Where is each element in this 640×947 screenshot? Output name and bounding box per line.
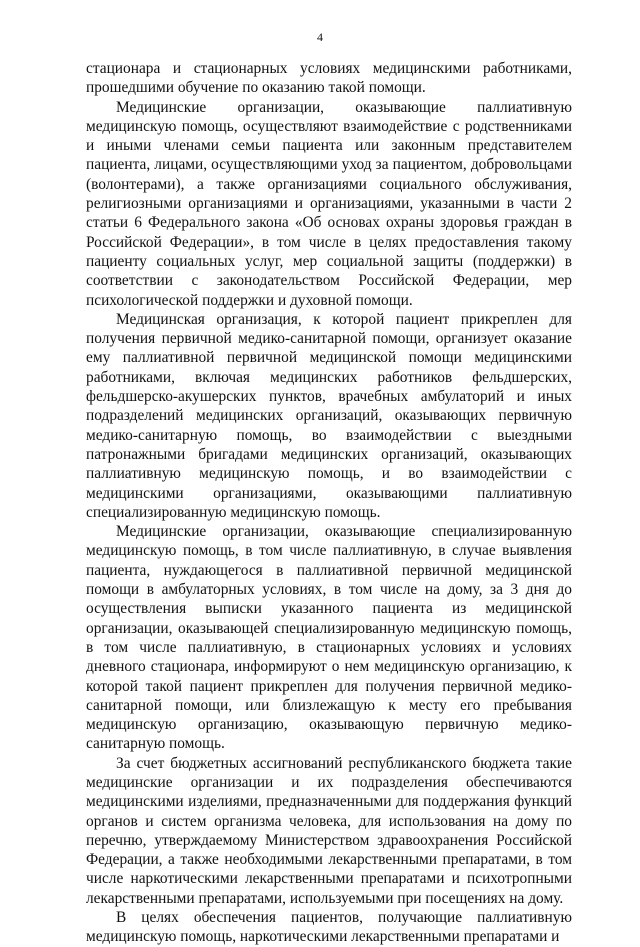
paragraph-narcotic-provision: В целях обеспечения пациентов, получающие паллиативную медицинскую помощь, наркотическими лекарственными препаратами и	[86, 909, 572, 946]
page-number: 4	[317, 30, 323, 44]
paragraph-interaction: Медицинские организации, оказывающие паллиативную медицинскую помощь, осуществляют взаимодействие с родственниками и иными членами семьи пациента или законным представителем пациента, лицами, осуществляющими уход за пациентом, добровольцами (волонтерами), а также организациями социального обслуживания, религиозными организациями и организациями, указанными в части 2 статьи 6 Федерального закона «Об основах охраны здоровья граждан в Российской Федерации», в том числе в целях предоставления такому пациенту социальных услуг, мер социальной защиты (поддержки) в соответствии с законодательством Российской Федерации, мер психологической поддержки и духовной помощи.	[86, 98, 572, 309]
paragraph-specialized-care: Медицинские организации, оказывающие специализированную медицинскую помощь, в том числе паллиативную, в случае выявления пациента, нуждающегося в паллиативной первичной медицинской помощи в амбулаторных условиях, в том числе на дому, за 3 дня до осуществления выписки указанного пациента из медицинской организации, оказывающей специализированную медицинскую помощь, в том числе паллиативную, в стационарных условиях и условиях дневного стационара, информируют о нем медицинскую организацию, к которой такой пациент прикреплен для получения первичной медико-санитарной помощи, или близлежащую к месту его пребывания медицинскую организацию, оказывающую первичную медико-санитарную помощь.	[86, 523, 572, 753]
document-body	[86, 59, 572, 947]
paragraph-primary-care: Медицинская организация, к которой пациент прикреплен для получения первичной медико-санитарной помощи, организует оказание ему паллиативной первичной медицинской помощи медицинскими работниками, включая медицинских работников фельдшерских, фельдшерско-акушерских пунктов, врачебных амбулаторий и иных подразделений медицинских организаций, оказывающих первичную медико-санитарную помощь, во взаимодействии с выездными патронажными бригадами медицинских организаций, оказывающих паллиативную медицинскую помощь, и во взаимодействии с медицинскими организациями, оказывающими паллиативную специализированную медицинскую помощь.	[86, 310, 572, 521]
paragraph-continuation: стационара и стационарных условиях медицинскими работниками, прошедшими обучение по оказанию такой помощи.	[86, 60, 572, 97]
paragraph-budget: За счет бюджетных ассигнований республиканского бюджета такие медицинские организации и их подразделения обеспечиваются медицинскими изделиями, предназначенными для поддержания функций органов и систем организма человека, для использования на дому по перечню, утверждаемому Министерством здравоохранения Российской Федерации, а также необходимыми лекарственными препаратами, в том числе наркотическими лекарственными препаратами и психотропными лекарственными препаратами, используемыми при посещениях на дому.	[86, 754, 572, 907]
